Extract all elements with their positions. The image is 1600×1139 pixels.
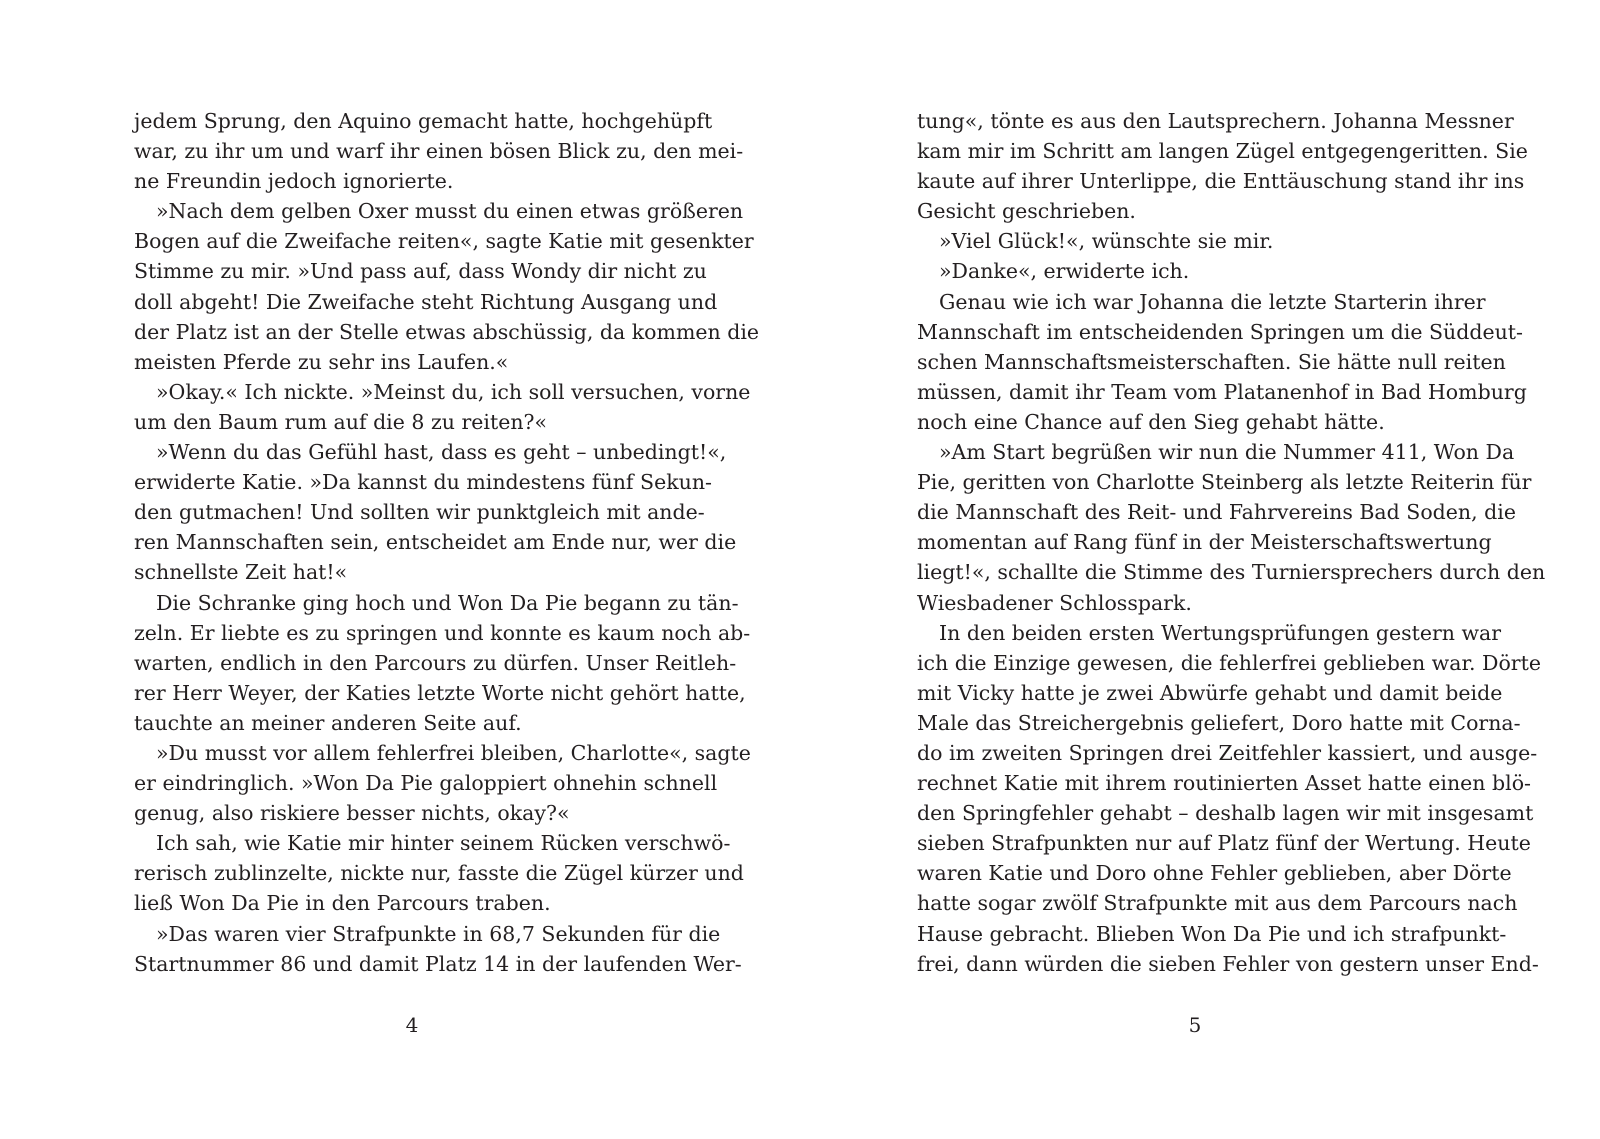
text-line: Bogen auf die Zweifache reiten«, sagte Katie mit gesenkter bbox=[134, 229, 754, 254]
text-line: rerisch zublinzelte, nickte nur, fasste die Zügel kürzer und bbox=[134, 861, 744, 886]
text-line: tung«, tönte es aus den Lautsprechern. Johanna Messner bbox=[917, 109, 1514, 133]
text-line: meisten Pferde zu sehr ins Laufen.« bbox=[134, 349, 509, 374]
right-page-text bbox=[917, 106, 1546, 979]
text-line: Hause gebracht. Blieben Won Da Pie und ich strafpunkt- bbox=[917, 921, 1507, 946]
text-line: jedem Sprung, den Aquino gemacht hatte, hochgehüpft bbox=[134, 109, 713, 133]
text-line: er eindringlich. »Won Da Pie galoppiert ohnehin schnell bbox=[134, 771, 718, 796]
text-line: schen Mannschaftsmeisterschaften. Sie hätte null reiten bbox=[917, 349, 1506, 374]
left-page-number: 4 bbox=[405, 1013, 419, 1037]
text-line: tauchte an meiner anderen Seite auf. bbox=[134, 710, 522, 735]
text-line: um den Baum rum auf die 8 zu reiten?« bbox=[134, 409, 548, 434]
text-line: frei, dann würden die sieben Fehler von gestern unser End- bbox=[917, 951, 1539, 976]
text-line: »Okay.« Ich nickte. »Meinst du, ich soll versuchen, vorne bbox=[156, 379, 751, 404]
text-line: sieben Strafpunkten nur auf Platz fünf der Wertung. Heute bbox=[917, 831, 1531, 856]
text-line: do im zweiten Springen drei Zeitfehler kassiert, und ausge- bbox=[917, 740, 1538, 765]
text-line: Genau wie ich war Johanna die letzte Starterin ihrer bbox=[939, 289, 1486, 314]
text-line: kam mir im Schritt am langen Zügel entgegengeritten. Sie bbox=[917, 139, 1528, 164]
text-line: ren Mannschaften sein, entscheidet am Ende nur, wer die bbox=[134, 530, 737, 555]
text-line: »Am Start begrüßen wir nun die Nummer 411, Won Da bbox=[939, 440, 1515, 465]
text-line: »Viel Glück!«, wünschte sie mir. bbox=[939, 229, 1274, 254]
text-line: doll abgeht! Die Zweifache steht Richtung Ausgang und bbox=[134, 289, 718, 314]
text-line: Stimme zu mir. »Und pass auf, dass Wondy dir nicht zu bbox=[134, 259, 707, 284]
text-line: war, zu ihr um und warf ihr einen bösen Blick zu, den mei- bbox=[134, 139, 744, 164]
left-page-text bbox=[134, 106, 760, 979]
text-line: zeln. Er liebte es zu springen und konnte es kaum noch ab- bbox=[134, 620, 751, 645]
text-line: Startnummer 86 und damit Platz 14 in der laufenden Wer- bbox=[134, 951, 742, 976]
text-line: ne Freundin jedoch ignorierte. bbox=[134, 169, 454, 194]
text-line: ließ Won Da Pie in den Parcours traben. bbox=[134, 891, 551, 916]
text-line: die Mannschaft des Reit- und Fahrvereins Bad Soden, die bbox=[917, 500, 1516, 525]
text-line: Pie, geritten von Charlotte Steinberg als letzte Reiterin für bbox=[917, 470, 1532, 495]
text-line: »Du musst vor allem fehlerfrei bleiben, Charlotte«, sagte bbox=[156, 740, 751, 765]
text-line: momentan auf Rang fünf in der Meisterschaftswertung bbox=[917, 530, 1492, 555]
text-line: Die Schranke ging hoch und Won Da Pie begann zu tän- bbox=[156, 590, 739, 615]
text-line: schnellste Zeit hat!« bbox=[134, 560, 348, 585]
text-line: warten, endlich in den Parcours zu dürfen. Unser Reitleh- bbox=[134, 650, 737, 675]
text-line: Wiesbadener Schlosspark. bbox=[917, 590, 1192, 615]
text-line: noch eine Chance auf den Sieg gehabt hätte. bbox=[917, 409, 1385, 434]
text-line: Mannschaft im entscheidenden Springen um die Süddeut- bbox=[917, 319, 1523, 344]
text-line: den gutmachen! Und sollten wir punktgleich mit ande- bbox=[134, 500, 705, 525]
text-line: Male das Streichergebnis geliefert, Doro hatte mit Corna- bbox=[917, 710, 1521, 735]
text-line: »Wenn du das Gefühl hast, dass es geht – unbedingt!«, bbox=[156, 440, 727, 465]
text-line: In den beiden ersten Wertungsprüfungen gestern war bbox=[939, 620, 1502, 645]
text-line: »Das waren vier Strafpunkte in 68,7 Sekunden für die bbox=[156, 921, 721, 946]
text-line: den Springfehler gehabt – deshalb lagen wir mit insgesamt bbox=[917, 801, 1534, 826]
text-line: Ich sah, wie Katie mir hinter seinem Rücken verschwö- bbox=[156, 831, 731, 856]
right-page-number: 5 bbox=[1188, 1013, 1202, 1037]
text-line: genug, also riskiere besser nichts, okay?« bbox=[134, 801, 570, 826]
text-line: liegt!«, schallte die Stimme des Turniersprechers durch den bbox=[917, 560, 1546, 585]
text-line: der Platz ist an der Stelle etwas abschüssig, da kommen die bbox=[134, 319, 760, 344]
text-line: erwiderte Katie. »Da kannst du mindestens fünf Sekun- bbox=[134, 470, 712, 495]
text-line: mit Vicky hatte je zwei Abwürfe gehabt und damit beide bbox=[917, 680, 1503, 705]
text-line: rechnet Katie mit ihrem routinierten Asset hatte einen blö- bbox=[917, 771, 1531, 796]
text-line: »Nach dem gelben Oxer musst du einen etwas größeren bbox=[156, 199, 744, 224]
text-line: ich die Einzige gewesen, die fehlerfrei geblieben war. Dörte bbox=[917, 650, 1541, 675]
text-line: kaute auf ihrer Unterlippe, die Enttäuschung stand ihr ins bbox=[917, 169, 1525, 194]
text-line: »Danke«, erwiderte ich. bbox=[939, 259, 1190, 284]
text-line: hatte sogar zwölf Strafpunkte mit aus dem Parcours nach bbox=[917, 891, 1518, 916]
text-line: rer Herr Weyer, der Katies letzte Worte nicht gehört hatte, bbox=[134, 680, 746, 705]
text-line: Gesicht geschrieben. bbox=[917, 199, 1136, 224]
text-line: müssen, damit ihr Team vom Platanenhof in Bad Homburg bbox=[917, 379, 1527, 404]
text-line: waren Katie und Doro ohne Fehler geblieben, aber Dörte bbox=[917, 861, 1512, 886]
